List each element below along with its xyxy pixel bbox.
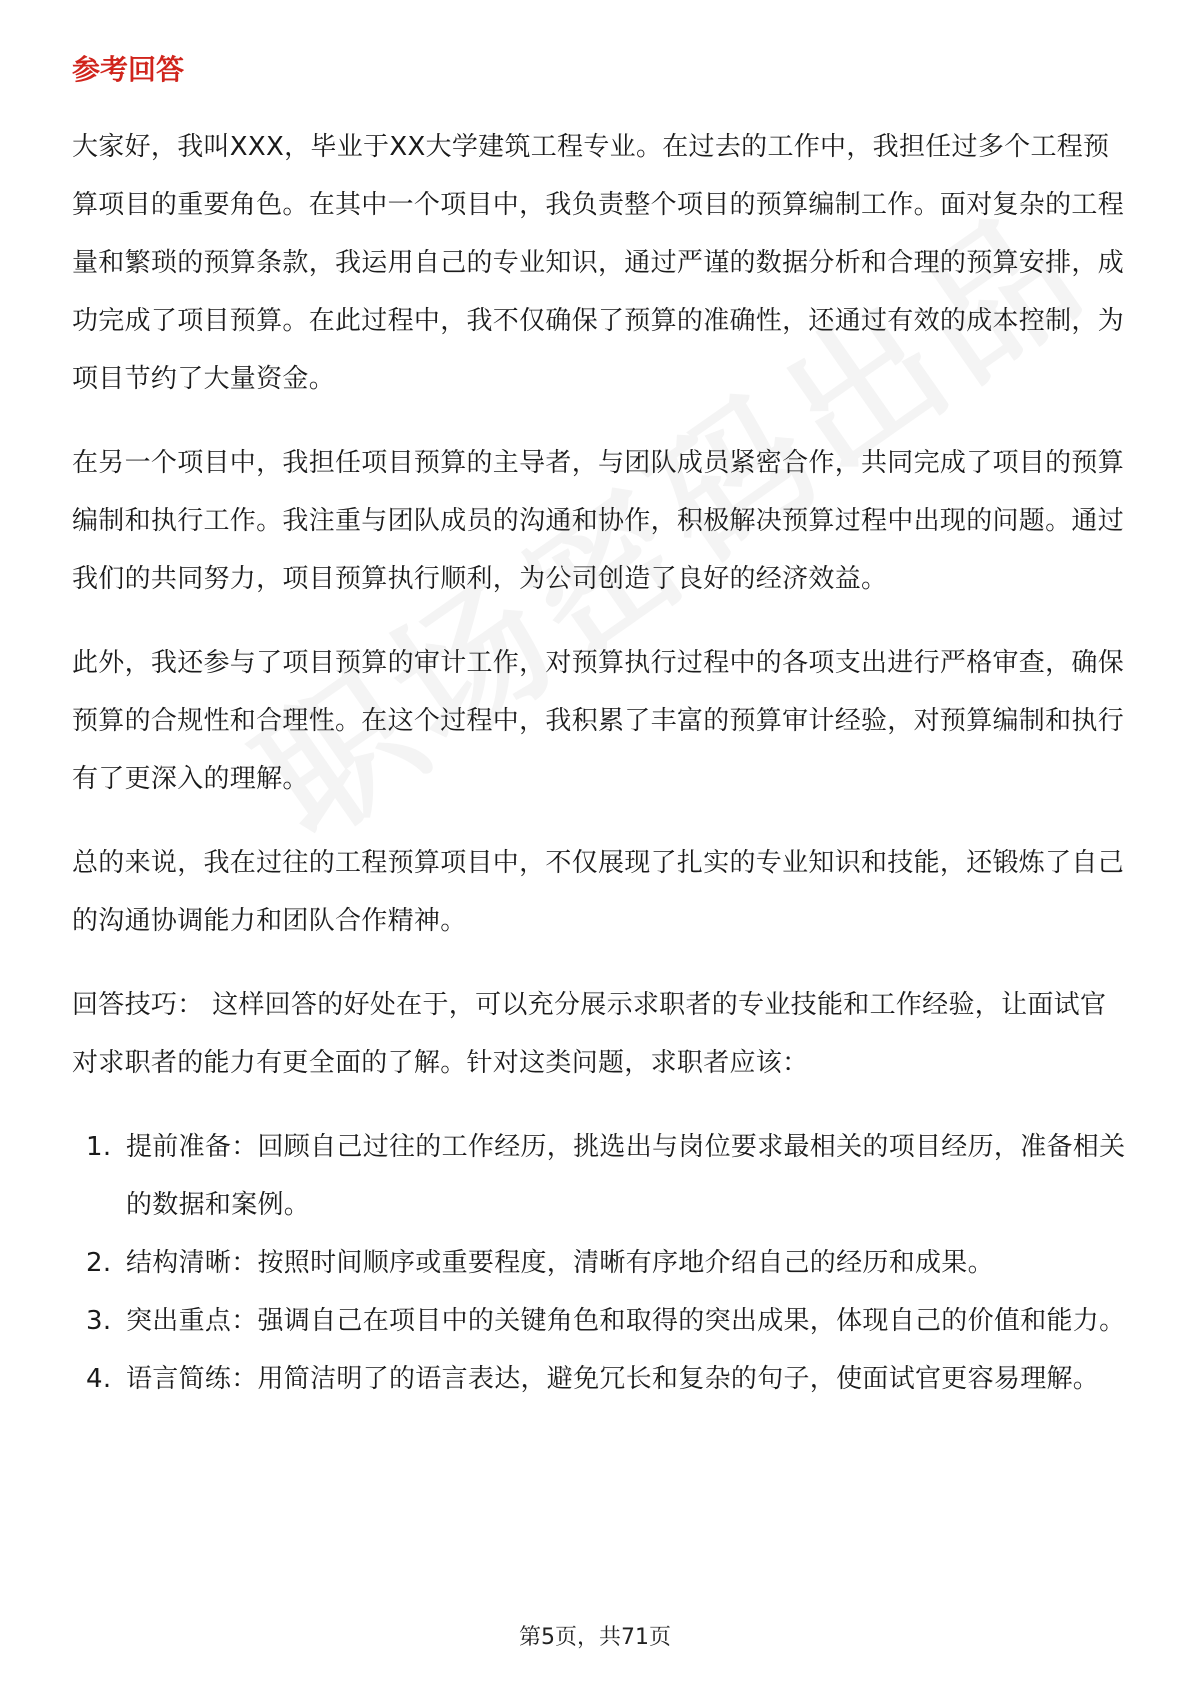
section-heading: 参考回答 [72,53,185,86]
list-item-number: 4. [86,1364,112,1394]
list-item-text: 突出重点：强调自己在项目中的关键角色和取得的突出成果，体现自己的价值和能力。 [126,1306,1126,1336]
list-item-number: 2. [86,1248,112,1278]
list-item-text: 结构清晰：按照时间顺序或重要程度，清晰有序地介绍自己的经历和成果。 [126,1248,994,1278]
list-item-number: 1. [86,1132,112,1162]
list-item [72,1118,1128,1234]
list-item-text: 语言简练：用简洁明了的语言表达，避免冗长和复杂的句子，使面试官更容易理解。 [126,1364,1100,1394]
list-item [72,1350,1128,1408]
list-item-number: 3. [86,1306,112,1336]
list-item-text: 提前准备：回顾自己过往的工作经历，挑选出与岗位要求最相关的项目经历，准备相关的数据和案例。 [126,1132,1126,1220]
paragraph-audit: 此外，我还参与了项目预算的审计工作，对预算执行过程中的各项支出进行严格审查，确保预算的合规性和合理性。在这个过程中，我积累了丰富的预算审计经验，对预算编制和执行有了更深入的理解。 [72,648,1125,794]
answer-body [72,118,1128,1408]
paragraph-intro: 大家好，我叫XXX，毕业于XX大学建筑工程专业。在过去的工作中，我担任过多个工程预算项目的重要角色。在其中一个项目中，我负责整个项目的预算编制工作。面对复杂的工程量和繁琐的预算条款，我运用自己的专业知识，通过严谨的数据分析和合理的预算安排，成功完成了项目预算。在此过程中，我不仅确保了预算的准确性，还通过有效的成本控制，为项目节约了大量资金。 [72,132,1125,394]
paragraph-answer-tips: 回答技巧： 这样回答的好处在于，可以充分展示求职者的专业技能和工作经验，让面试官对求职者的能力有更全面的了解。针对这类问题，求职者应该： [72,990,1107,1078]
paragraph-summary: 总的来说，我在过往的工程预算项目中，不仅展现了扎实的专业知识和技能，还锻炼了自己的沟通协调能力和团队合作精神。 [72,848,1125,936]
page-number-footer: 第5页，共71页 [519,1625,671,1650]
list-item [72,1234,1128,1292]
tips-list [72,1118,1128,1408]
paragraph-team-project: 在另一个项目中，我担任项目预算的主导者，与团队成员紧密合作，共同完成了项目的预算编制和执行工作。我注重与团队成员的沟通和协作，积极解决预算过程中出现的问题。通过我们的共同努力，项目预算执行顺利，为公司创造了良好的经济效益。 [72,448,1125,594]
list-item [72,1292,1128,1350]
